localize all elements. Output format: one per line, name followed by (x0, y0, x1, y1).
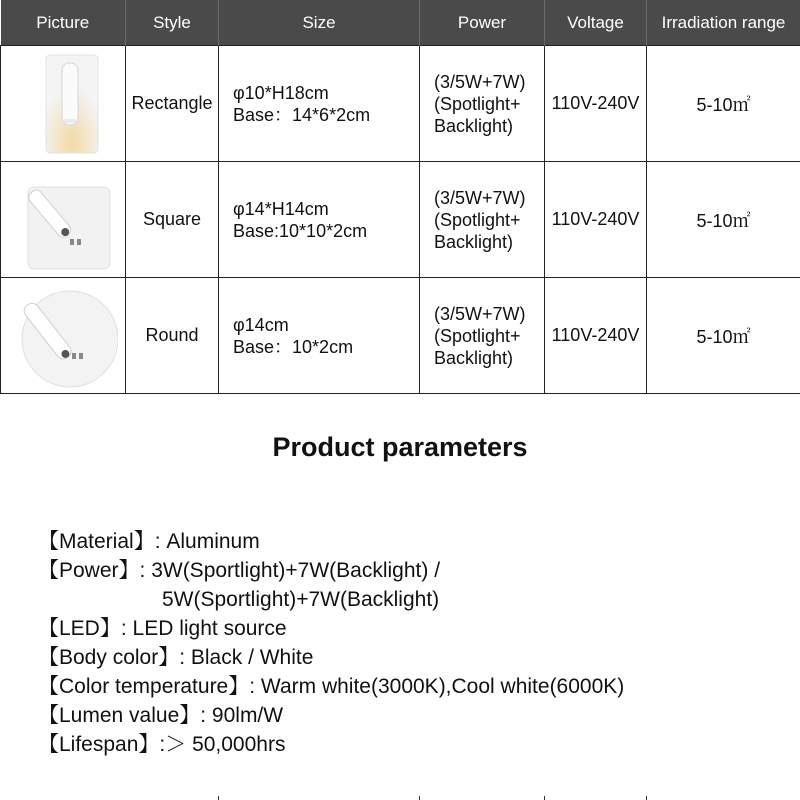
divider (544, 796, 545, 800)
power-cell (420, 46, 545, 162)
power-cell (420, 278, 545, 394)
param-material: 【Material】: Aluminum (38, 530, 260, 553)
picture-cell (1, 162, 126, 278)
style-cell: Square (126, 162, 219, 278)
param-led: 【LED】: LED light source (38, 617, 287, 640)
table-header-row (1, 0, 800, 46)
divider (646, 796, 647, 800)
param-color-temperature: 【Color temperature】: Warm white(3000K),Cool white(6000K) (38, 675, 625, 698)
header-style: Style (126, 0, 219, 46)
voltage-cell: 110V-240V (545, 46, 647, 162)
size-line: φ10*H18cm (233, 82, 329, 103)
header-size: Size (219, 0, 420, 46)
size-line: Base:10*10*2cm (233, 220, 368, 241)
bottom-table-edge (0, 796, 800, 800)
round-wall-lamp-icon (8, 281, 118, 391)
voltage-cell: 110V-240V (545, 162, 647, 278)
spec-table (0, 0, 800, 394)
header-power: Power (420, 0, 545, 46)
square-wall-lamp-icon (8, 165, 118, 275)
power-line: (3/5W+7W) (434, 303, 526, 324)
size-line: φ14cm (233, 314, 289, 335)
range-cell: 5-10㎡ (647, 278, 800, 394)
power-line: (3/5W+7W) (434, 71, 526, 92)
param-power: 【Power】: 3W(Sportlight)+7W(Backlight) / (38, 559, 441, 582)
picture-cell (1, 46, 126, 162)
param-lumen: 【Lumen value】: 90lm/W (38, 704, 284, 727)
header-irradiation-range: Irradiation range (647, 0, 800, 46)
divider (218, 796, 219, 800)
size-cell (219, 162, 420, 278)
size-line: Base：14*6*2cm (233, 104, 371, 125)
table-row (1, 278, 800, 394)
size-line: φ14*H14cm (233, 198, 329, 219)
header-picture: Picture (1, 0, 126, 46)
size-cell (219, 278, 420, 394)
page-title: Product parameters (272, 432, 528, 462)
power-line: (Spotlight+ (434, 325, 521, 346)
param-lifespan: 【Lifespan】:＞ 50,000hrs (38, 733, 286, 756)
rectangle-wall-lamp-icon (8, 49, 118, 159)
parameter-list (38, 527, 624, 759)
header-voltage: Voltage (545, 0, 647, 46)
power-cell (420, 162, 545, 278)
table-row (1, 46, 800, 162)
size-line: Base：10*2cm (233, 336, 354, 357)
param-body-color: 【Body color】: Black / White (38, 646, 314, 669)
divider (419, 796, 420, 800)
size-cell (219, 46, 420, 162)
power-line: (Spotlight+ (434, 209, 521, 230)
power-line: Backlight) (434, 347, 514, 368)
param-power-continued: 5W(Sportlight)+7W(Backlight) (162, 588, 440, 611)
range-cell: 5-10㎡ (647, 162, 800, 278)
style-cell: Round (126, 278, 219, 394)
power-line: (Spotlight+ (434, 93, 521, 114)
power-line: Backlight) (434, 231, 514, 252)
style-cell: Rectangle (126, 46, 219, 162)
range-cell: 5-10㎡ (647, 46, 800, 162)
power-line: Backlight) (434, 115, 514, 136)
voltage-cell: 110V-240V (545, 278, 647, 394)
table-row (1, 162, 800, 278)
picture-cell (1, 278, 126, 394)
power-line: (3/5W+7W) (434, 187, 526, 208)
